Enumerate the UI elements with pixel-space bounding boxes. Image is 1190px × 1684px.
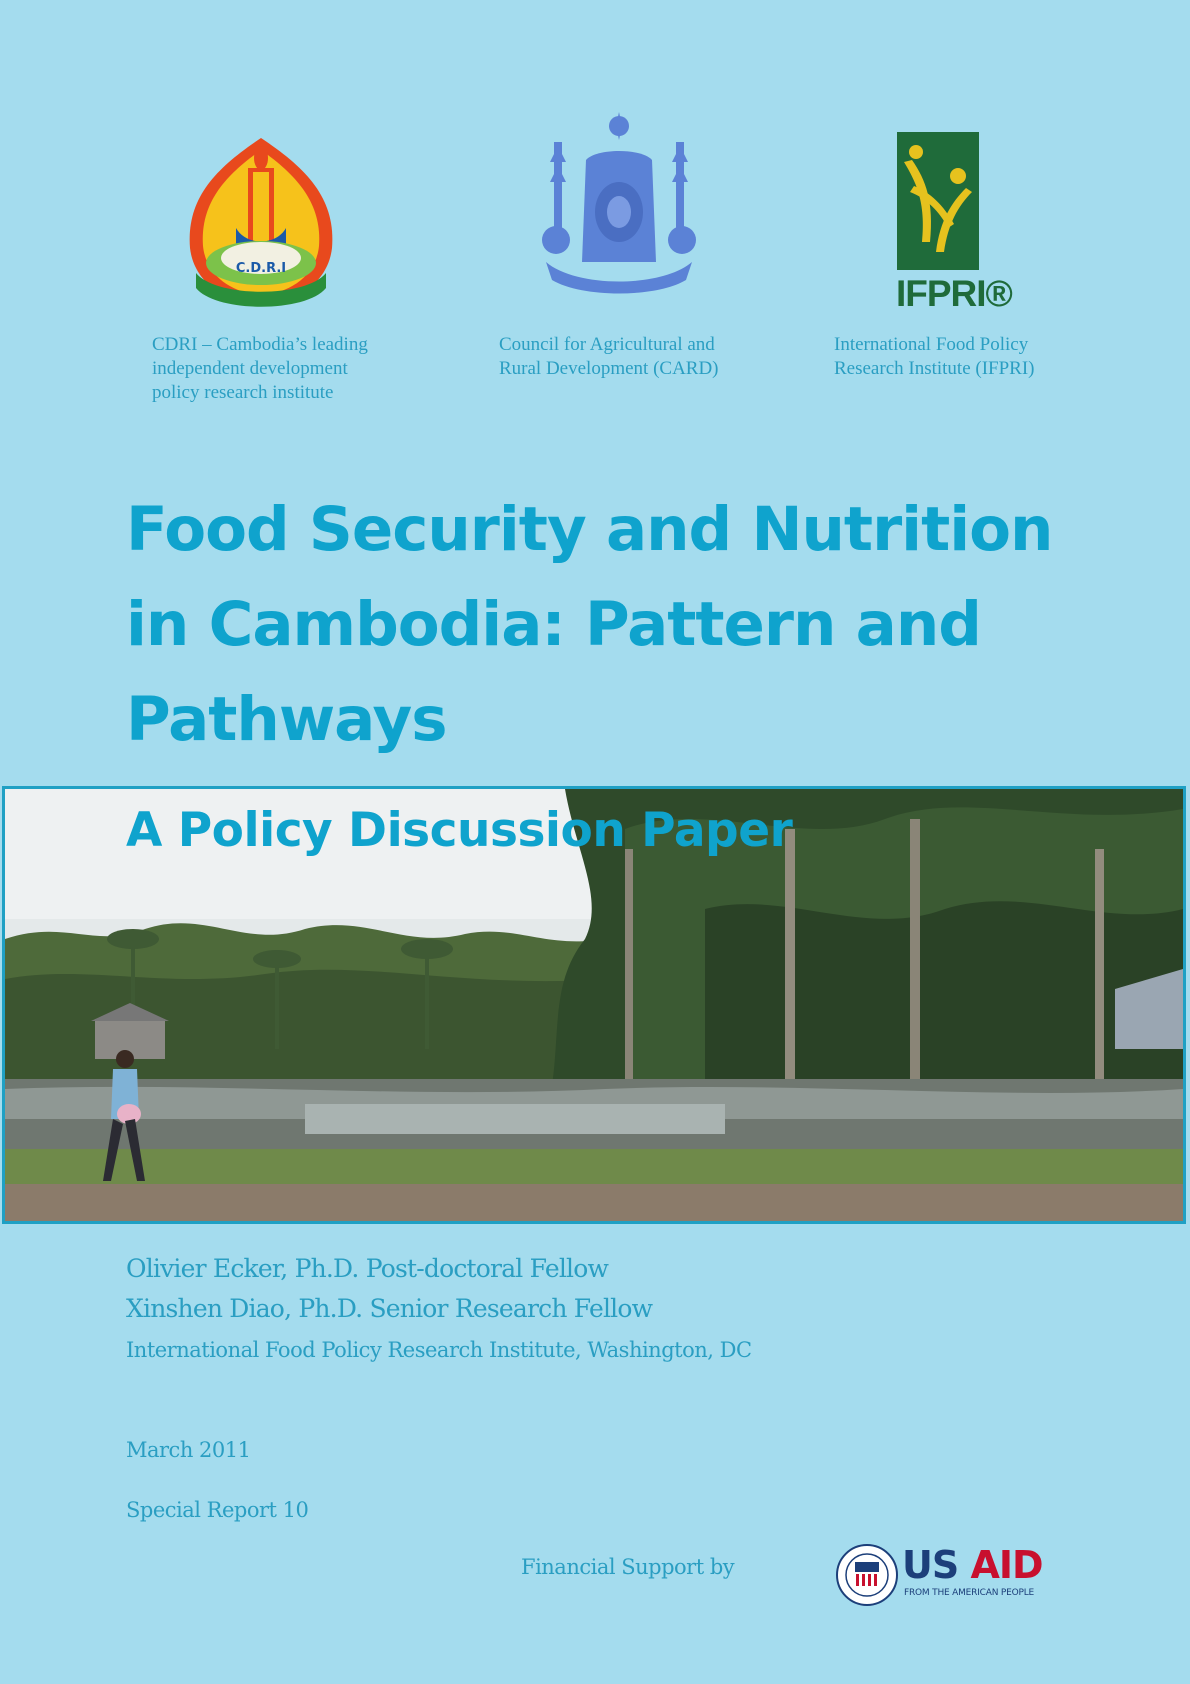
usaid-tagline: FROM THE AMERICAN PEOPLE [904,1588,1035,1598]
caption-line: independent development [152,358,348,379]
affiliation: International Food Policy Research Institute, Washington, DC [126,1338,752,1362]
report-number: Special Report 10 [126,1498,309,1522]
ifpri-caption [834,333,1035,381]
usaid-wordmark-text: US [902,1543,959,1587]
caption-line: Council for Agricultural and [499,334,715,355]
usaid-wordmark-accent: AID [970,1543,1043,1587]
caption-line: Research Institute (IFPRI) [834,358,1035,379]
caption-line: policy research institute [152,382,334,403]
publication-date: March 2011 [126,1438,251,1462]
cdri-caption [152,333,368,405]
usaid-seal-icon [836,1544,898,1606]
usaid-logo [836,1542,1046,1608]
caption-line: International Food Policy [834,334,1029,355]
title-line: Food Security and Nutrition [126,494,1053,565]
card-emblem-logo [536,112,702,298]
caption-line: CDRI – Cambodia’s leading [152,334,368,355]
ifpri-logo [896,132,1012,316]
card-caption [499,333,719,381]
author-line: Olivier Ecker, Ph.D. Post-doctoral Fellow [126,1254,609,1283]
usaid-wordmark [902,1544,1043,1586]
subtitle: A Policy Discussion Paper [126,803,793,858]
author-line: Xinshen Diao, Ph.D. Senior Research Fellow [126,1294,653,1323]
cdri-logo [176,128,346,318]
title-line: Pathways [126,684,447,755]
caption-line: Rural Development (CARD) [499,358,719,379]
title-line: in Cambodia: Pattern and [126,589,981,660]
ifpri-wordmark: IFPRI® [896,273,1012,314]
document-title [126,482,1126,767]
cdri-seal-text: C.D.R.I [235,261,287,276]
financial-support-label: Financial Support by [521,1555,735,1579]
